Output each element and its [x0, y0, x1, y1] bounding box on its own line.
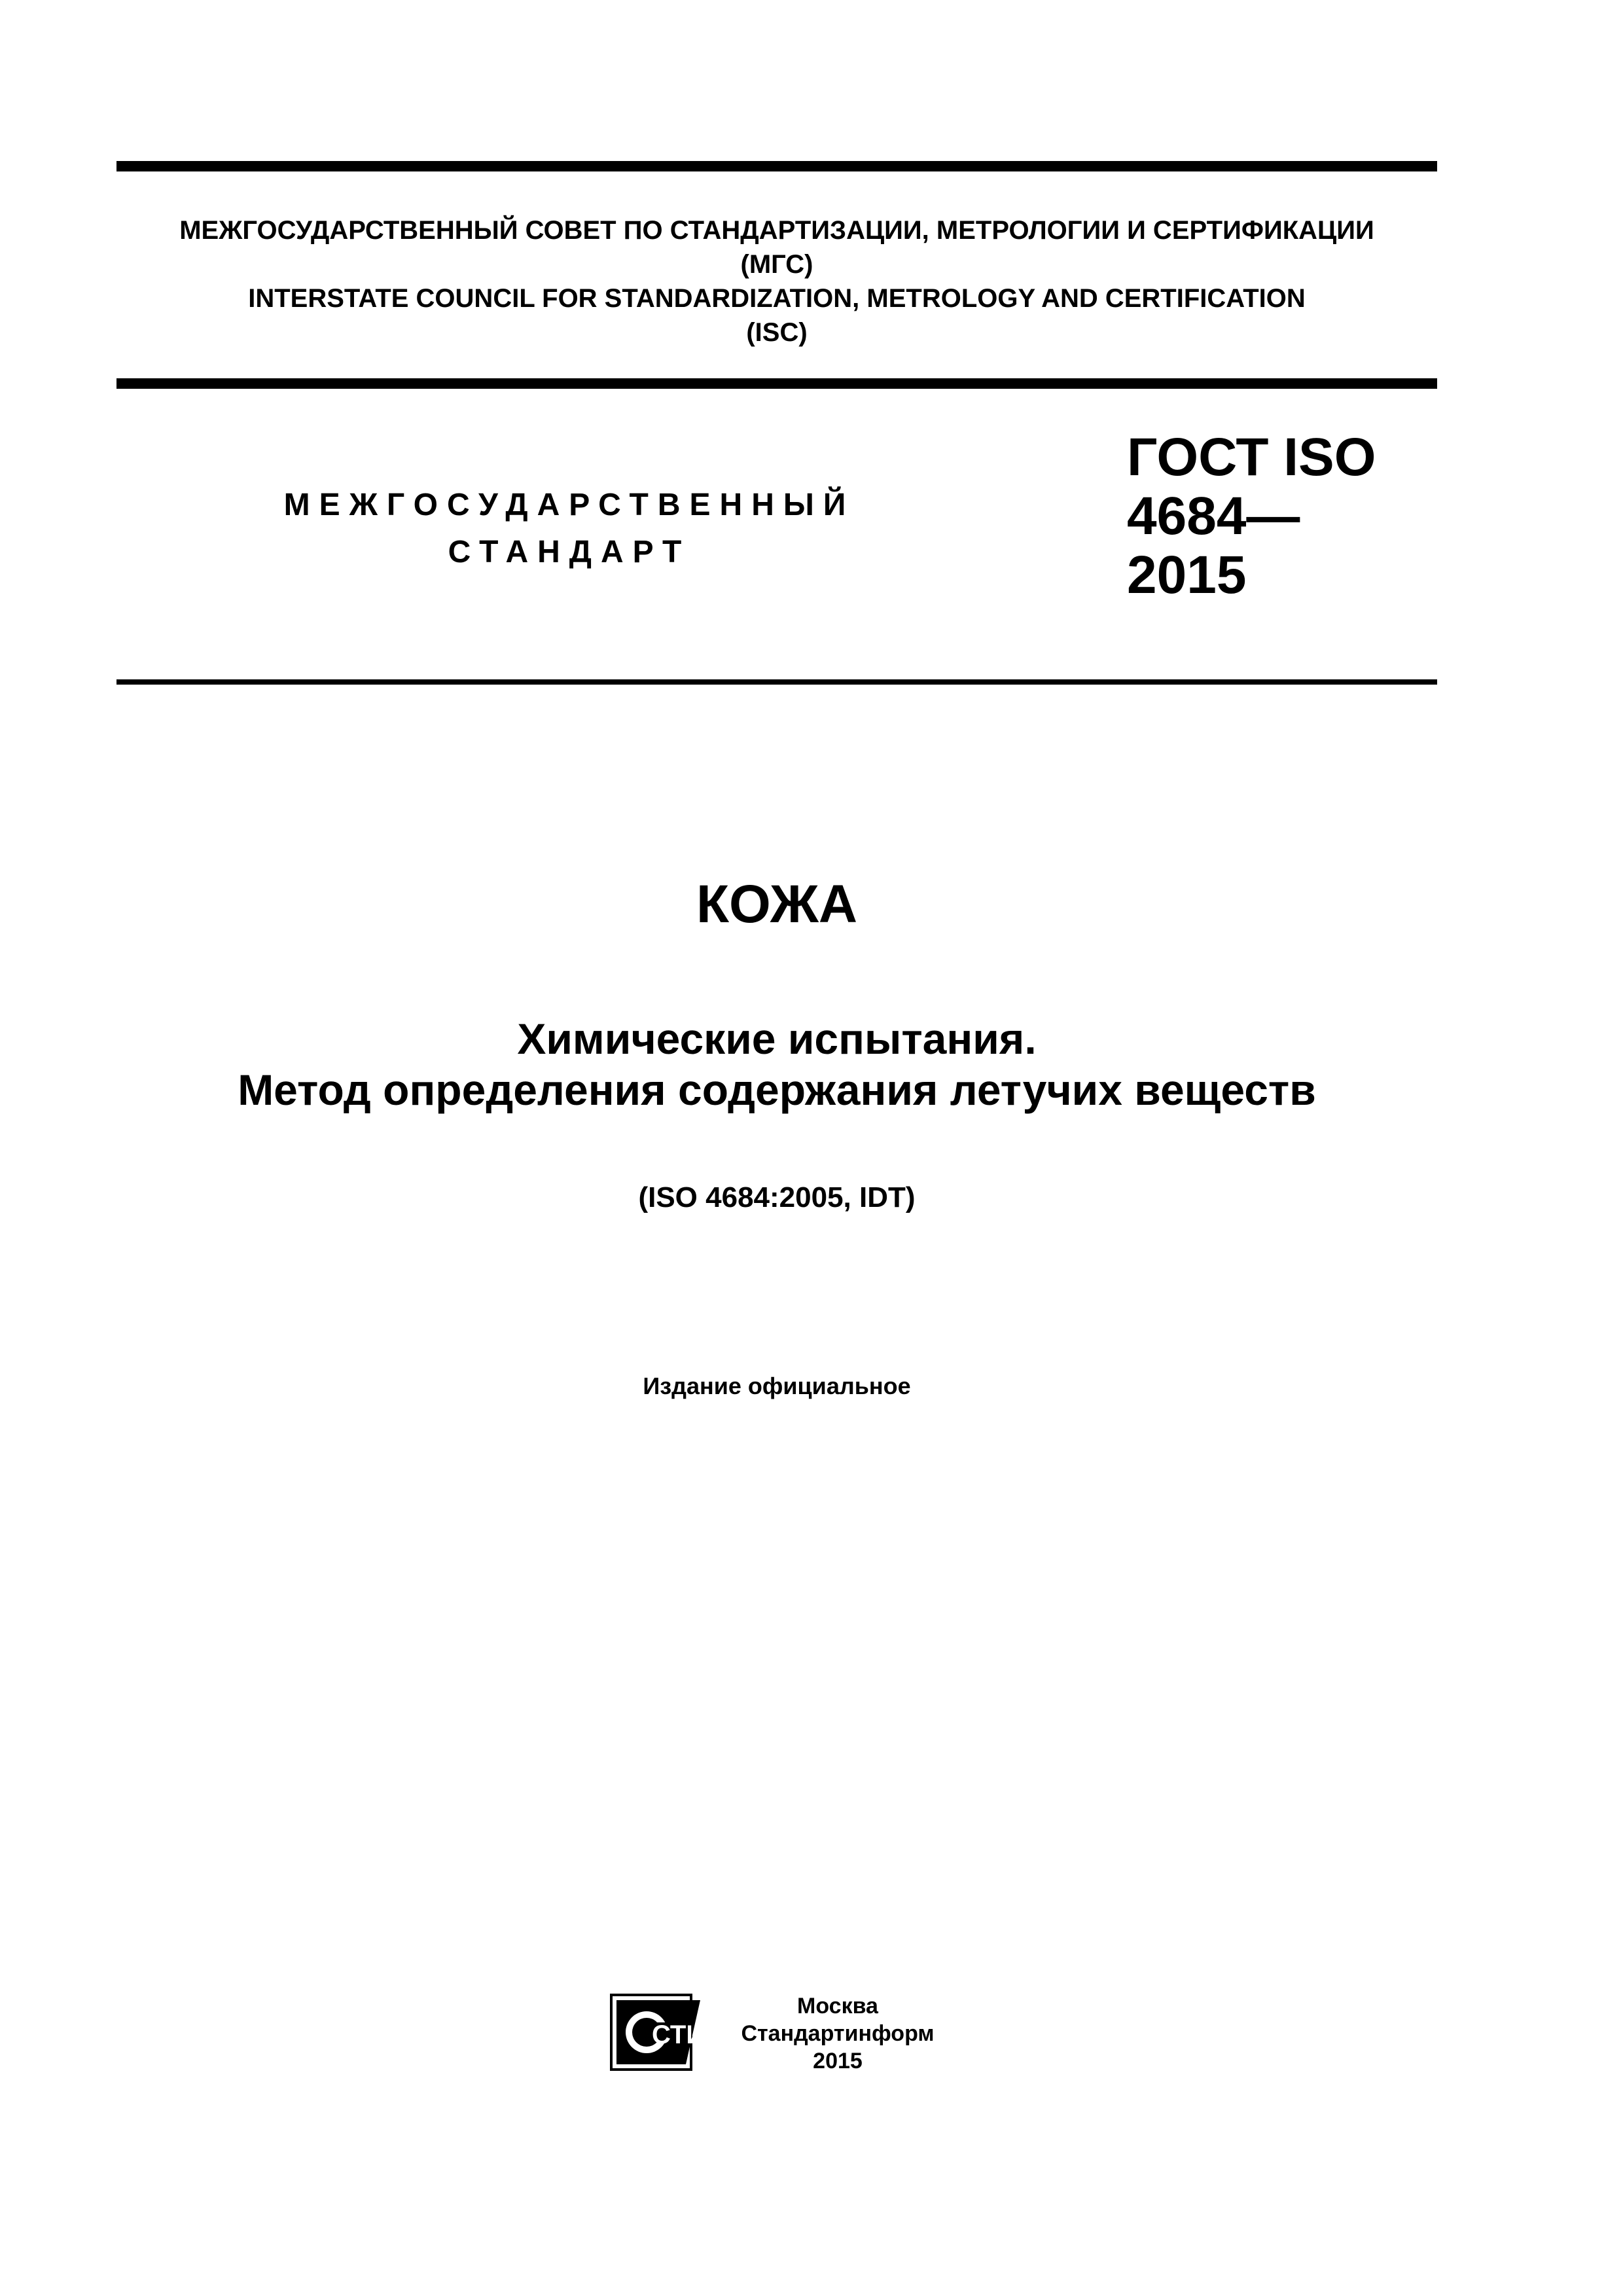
- publisher-block: [726, 1992, 949, 2075]
- bottom-rule: [116, 679, 1437, 685]
- document-title: КОЖА: [696, 874, 858, 934]
- designation-line2: 4684—: [1127, 486, 1300, 546]
- subtitle-line2: Метод определения содержания летучих веществ: [238, 1066, 1316, 1114]
- subtitle-line1: Химические испытания.: [517, 1014, 1037, 1063]
- iso-reference: (ISO 4684:2005, IDT): [638, 1181, 916, 1213]
- standard-type-line2: СТАНДАРТ: [448, 535, 691, 569]
- standard-type-line1: МЕЖГОСУДАРСТВЕННЫЙ: [283, 488, 855, 522]
- publisher-name: Стандартинформ: [741, 2021, 935, 2046]
- publisher-year: 2015: [813, 2049, 863, 2073]
- standartinform-logo-icon: [610, 1994, 708, 2071]
- council-ru-name: МЕЖГОСУДАРСТВЕННЫЙ СОВЕТ ПО СТАНДАРТИЗАЦИИ, МЕТРОЛОГИИ И СЕРТИФИКАЦИИ: [179, 216, 1374, 245]
- council-en-name: INTERSTATE COUNCIL FOR STANDARDIZATION, METROLOGY AND CERTIFICATION: [248, 284, 1306, 313]
- council-en-abbr: (ISC): [746, 318, 808, 347]
- publisher-city: Москва: [797, 1994, 878, 2018]
- designation-line3: 2015: [1127, 545, 1247, 605]
- middle-rule: [116, 378, 1437, 389]
- council-header: [116, 213, 1437, 350]
- standard-designation: [1127, 428, 1376, 605]
- document-subtitle: [116, 1013, 1437, 1115]
- top-rule: [116, 161, 1437, 171]
- council-ru-abbr: (МГС): [740, 250, 813, 279]
- logo-text: СТИ: [652, 2020, 705, 2049]
- standard-type-label: [242, 482, 897, 576]
- designation-line1: ГОСТ ISO: [1127, 427, 1376, 487]
- edition-label: Издание официальное: [643, 1372, 911, 1399]
